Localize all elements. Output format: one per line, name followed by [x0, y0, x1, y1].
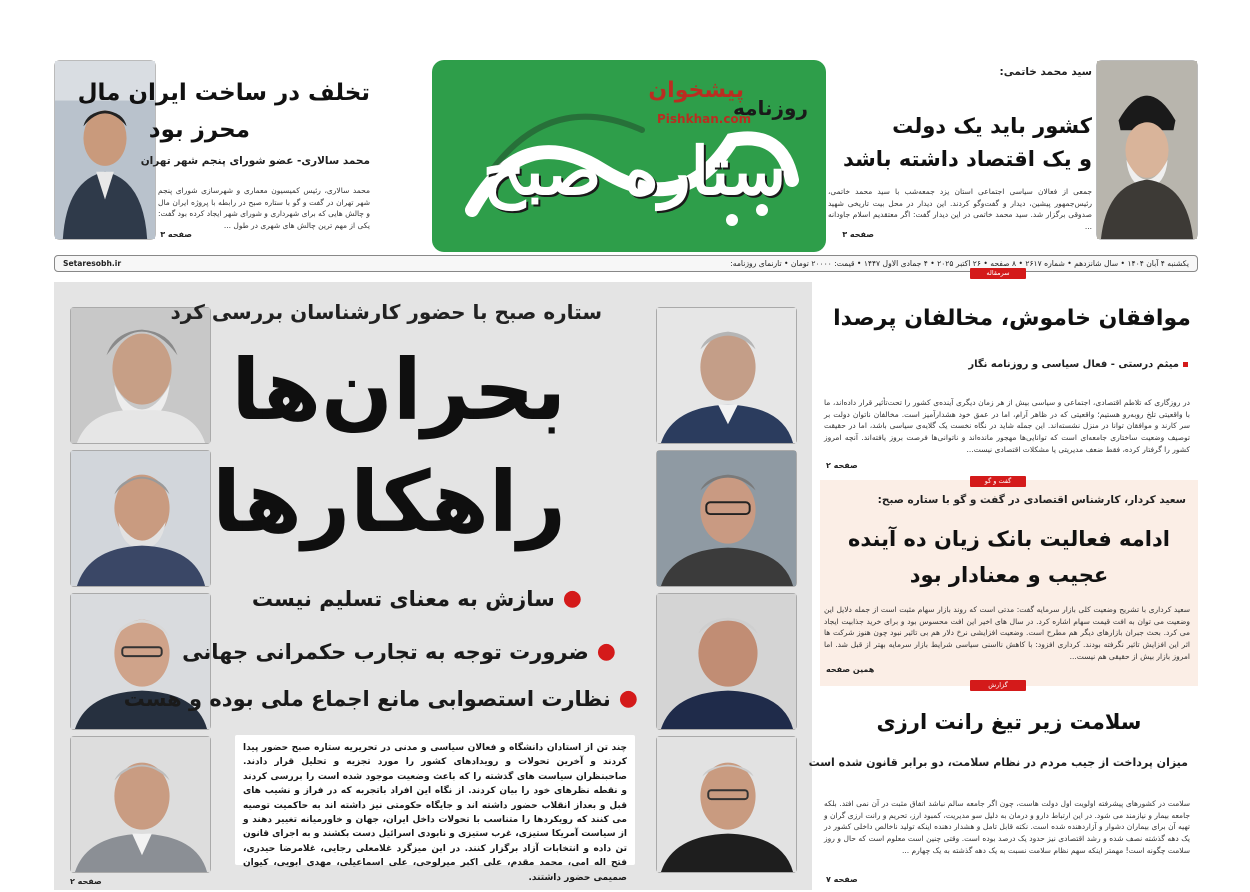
main-bullet-1 — [252, 587, 582, 611]
watermark-fa: پیشخوان — [648, 78, 744, 103]
bullet-dot-icon: ● — [596, 639, 616, 664]
main-bullet-1-text: سازش به معنای تسلیم نیست — [251, 587, 555, 611]
portrait-2 — [70, 450, 211, 587]
bullet-dot-icon: ● — [562, 586, 582, 611]
editorial-tag: سرمقاله — [970, 268, 1026, 279]
masthead-logo — [432, 60, 826, 252]
khatami-photo — [1096, 60, 1198, 240]
interview-headline-1: ادامه فعالیت بانک زیان ده آینده — [848, 527, 1170, 551]
masthead-label: روزنامه — [733, 96, 808, 120]
main-bullet-2 — [182, 640, 616, 664]
portrait-7 — [656, 593, 797, 730]
portrait-1 — [70, 307, 211, 444]
interview-kicker: سعید کردار، کارشناس اقتصادی در گفت و گو با ستاره صبح: — [877, 494, 1186, 506]
khatami-page-ref: صفحه ۳ — [842, 230, 874, 239]
main-kicker: ستاره صبح با حضور کارشناسان بررسی کرد — [170, 300, 602, 324]
interview-tag: گفت و گو — [970, 476, 1026, 487]
editorial-byline-text: میثم درستی - فعال سیاسی و روزنامه نگار — [968, 359, 1179, 370]
dateline-bar — [54, 255, 1198, 272]
interview-page-ref: همین صفحه — [826, 665, 875, 674]
salari-page-ref: صفحه ۳ — [160, 230, 192, 239]
report-sub: میزان پرداخت از جیب مردم در نظام سلامت، دو برابر قانون شده است — [808, 756, 1188, 769]
salari-byline: محمد سالاری- عضو شورای پنجم شهر تهران — [140, 155, 370, 167]
dateline-text: یکشنبه ۴ آبان ۱۴۰۴ • سال شانزدهم • شماره ۲۶۱۷ • ۸ صفحه • ۲۶ اکتبر ۲۰۲۵ • ۴ جمادی الاول ۱۴۴۷ • قیمت: ۲۰۰۰۰ تومان • تارنمای روزنامه: — [730, 259, 1189, 268]
editorial-body: در روزگاری که تلاطم اقتصادی، اجتماعی و سیاسی بیش از هر زمان دیگری آینده‌ی کشور را تحت‌تأثیر قرار داده‌اند، ما با واقعیتی تلخ روبه‌رو هستیم؛ واقعیتی که در ظاهر آرام، اما در عمق خود هشدارآمیز است. مخالفان ناتوان دولت بر سر کارند و موافقان توانا در منزل نشسته‌اند. این جمله شاید در نگاه نخست یک گلایه‌ی سیاسی باشد، اما در حقیقت توصیف وضعیت ساختاری جامعه‌ای است که توانایی‌ها مهجور مانده‌اند و ناتوانی‌ها فرصت بروز یافته‌اند. آنچه امروز کشور را گرفتار کرده، فقط ضعف مدیریتی یا مشکلات اقتصادی نیست... — [824, 398, 1190, 454]
main-bullet-3 — [124, 687, 638, 711]
editorial-page-ref: صفحه ۲ — [826, 461, 858, 470]
editorial-byline — [968, 359, 1188, 370]
bullet-dot-icon: ● — [618, 686, 638, 711]
khatami-body: جمعی از فعالان سیاسی اجتماعی استان یزد جمعه‌شب با سید محمد خاتمی، رئیس‌جمهور پیشین، دیدار و گفت‌وگو کردند. این دیدار در محل بیت تاریخی شهید صدوقی برگزار شد. سید محمد خاتمی در این دیدار گفت: اگر معتقدیم اسلام جاودانه ... — [828, 187, 1092, 231]
main-bullet-2-text: ضرورت توجه به تجارب حکمرانی جهانی — [182, 640, 589, 664]
portrait-4 — [70, 736, 211, 873]
main-body: چند تن از استادان دانشگاه و فعالان سیاسی و مدنی در تحریریه ستاره صبح حضور پیدا کردند و آخرین تحولات و رویدادهای کشور را مورد تجزیه و تحلیل قرار دادند. صاحبنظران سیاست های گذشته را که باعث وضعیت موجود شده است را بررسی کردند و نقطه نظرهای خود را بیان کردند. از نگاه این افراد باتجربه که در فراز و نشیب های قبل و بعداز انقلاب حضور داشته اند و جایگاه حکومتی نیز داشته اند به حاکمیت توصیه می کنند که رویکردها را متناسب با تحولات داخل ایران، جهان و خاورمیانه تغییر دهند و از سیاست آمریکا ستیزی، غرب ستیزی و نابودی اسرائیل دست بکشند و به اجرای قانون تن داده و انتخابات آزاد برگزار کنند. در این میزگرد غلامعلی رجایی، غلامرضا حیدری، فتح اله امی، محمد مقدم، علی اکبر میرلوحی، علی اسماعیلی، مهدی ابویی، کیوان صمیمی حضور داشتند. — [235, 735, 635, 865]
main-headline-2: راهکارها — [212, 453, 566, 551]
editorial-headline: موافقان خاموش، مخالفان پرصدا — [833, 306, 1191, 331]
khatami-kicker: سید محمد خاتمی: — [999, 66, 1092, 78]
report-page-ref: صفحه ۷ — [826, 875, 858, 884]
khatami-headline-2: و یک اقتصاد داشته باشد — [842, 147, 1092, 171]
main-bullet-3-text: نظارت استصوابی مانع اجماع ملی بوده و هست — [123, 687, 611, 711]
masthead-name: ستاره صبح — [482, 132, 786, 210]
interview-headline-2: عجیب و معنادار بود — [909, 563, 1109, 587]
portrait-5 — [656, 307, 797, 444]
watermark-en: Pishkhan.com — [657, 112, 752, 126]
interview-body: سعید کرداری با تشریح وضعیت کلی بازار سرمایه گفت: مدتی است که روند بازار سهام مثبت است از جمله دلایل این وضعیت می توان به افت قیمت سهام اشاره کرد. در سال های اخیر این افت محسوس بود و برای خرید جذابیت ایجاد می کرد. بحث جبران بازارهای دیگر هم مطرح است. وضعیت افزایشی نرخ دلار هم بی تاثیر نبود چون هنوز شرکت ها اثر این افزایش تاثیر نگرفته بودند. کرداری افزود: با کاهش نااسنی سیاسی شرایط بازار سرمایه بهتر از قبل شد. اما امروز بازار بیش از حقیقی هم نیست... — [824, 605, 1190, 661]
report-body: سلامت در کشورهای پیشرفته اولویت اول دولت هاست، چون اگر جامعه سالم نباشد اتفاق مثبت در آن نمی افتد. بلکه جامعه بیمار و نیازمند می شود. در این ارتباط دارو و درمان به دلیل سو مدیریت، کمبود ارز، تحریم و رانت ارزی گران و تهیه آن برای بیماران دشوار و آزاردهنده شده است. نکته قابل تامل و هشدار دهنده اینکه تولید ناخالص داخلی کشور در یک دهه گذشته نصف شده و رشد اقتصادی نیز حدود یک درصد بوده است. وقتی چنین است معلوم است که حال و روز سلامت چگونه است! مهمتر اینکه سهم نظام سلامت نسبت به یک دهه گذشته به یک چهارم ... — [824, 799, 1190, 855]
bullet-square-icon — [1183, 362, 1188, 367]
salari-headline-2: محرز بود — [148, 117, 250, 143]
portrait-8 — [656, 736, 797, 873]
khatami-headline-1: کشور باید یک دولت — [892, 114, 1092, 138]
salari-headline-1: تخلف در ساخت ایران مال — [77, 80, 370, 106]
report-headline: سلامت زیر تیغ رانت ارزی — [876, 710, 1142, 734]
dateline-site[interactable]: Setaresobh.ir — [63, 259, 122, 268]
portrait-6 — [656, 450, 797, 587]
main-headline-1: بحران‌ها — [231, 341, 566, 439]
salari-body: محمد سالاری، رئیس کمیسیون معماری و شهرسازی شورای پنجم شهر تهران در گفت و گو با ستاره صبح در رابطه با پروژه ایران مال و چالش هایی که برای شهرداری و شورای شهر ایجاد کرده بود گفت: یکی از مهم ترین چالش های شهری در طول ... — [158, 186, 370, 230]
main-page-ref: صفحه ۲ — [70, 877, 102, 886]
report-tag: گزارش — [970, 680, 1026, 691]
